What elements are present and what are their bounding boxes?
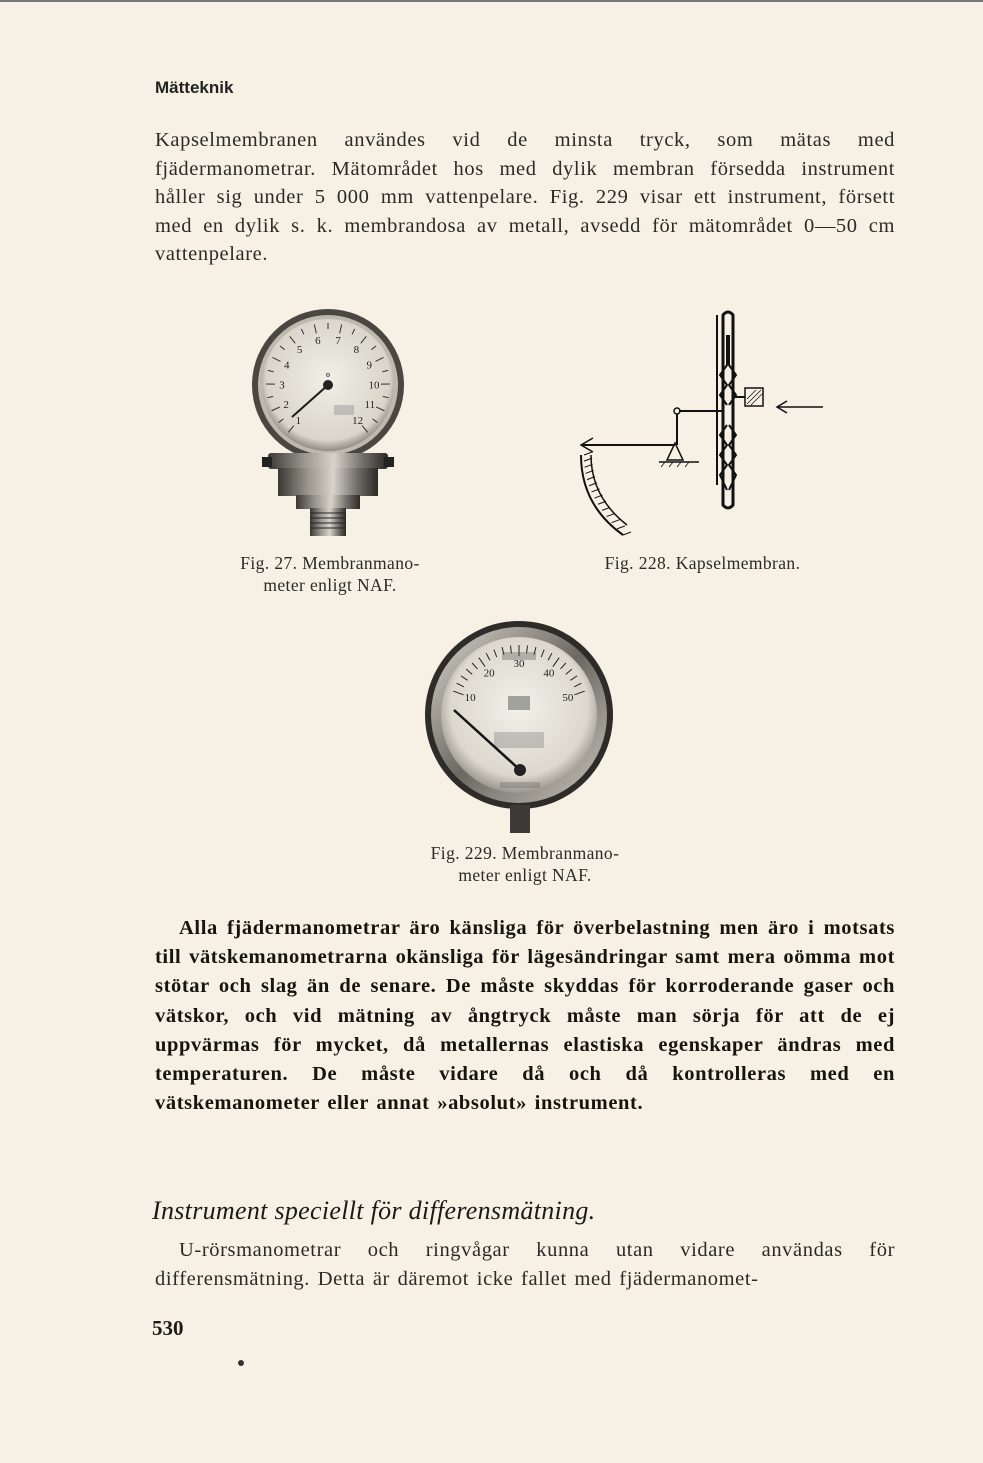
svg-text:⚙: ⚙ — [325, 373, 331, 379]
caption-fig-228: Fig. 228. Kapselmembran. — [604, 553, 801, 573]
figure-229-membrane-manometer — [422, 620, 617, 835]
paragraph-2: Alla fjädermanometrar äro känsliga för överbelastning men äro i motsats till vätskemanometrarna okänsliga för lägesändringar samt mera oömma mot stötar och slag än de senare. De måste skyddas för korroderande gaser och vätskor, och vid mätning av ångtryck måste man sörja för att de ej uppvärmas för mycket, då metallernas elastiska egenskaper ändras med temperaturen. De måste vidare då och då kontrolleras med en vätskemanometer eller annat »absolut» instrument. — [155, 917, 895, 1115]
section-heading: Instrument speciellt för differensmätning. — [152, 1196, 596, 1225]
gauge-threaded-stem — [310, 508, 346, 536]
caption-fig-229-line1: Fig. 229. Membranmano- — [430, 843, 620, 863]
fig228-scale-tick — [612, 520, 620, 523]
fig228-scale-tick — [617, 526, 625, 529]
fig229-dial-number: 40 — [543, 667, 555, 680]
top-border — [0, 0, 983, 2]
caption-fig-229-line2: meter enligt NAF. — [458, 865, 592, 885]
gauge-connector — [510, 805, 530, 833]
paragraph-3: U-rörsmanometrar och ringvågar kunna utan vidare användas för differensmätning. Detta är däremot icke fallet med fjädermanomet- — [155, 1239, 895, 1290]
ink-speck — [238, 1360, 244, 1366]
caption-fig-227 — [210, 552, 450, 596]
fig227-dial-number: 6 — [315, 335, 321, 348]
fig227-dial-number: 11 — [364, 399, 376, 412]
fig228-scale-tick — [584, 452, 592, 455]
running-head: Mätteknik — [155, 78, 234, 97]
fig227-dial-number: 8 — [353, 343, 360, 356]
page-number: 530 — [152, 1316, 184, 1340]
fig227-dial-number: 10 — [368, 379, 380, 392]
fig227-dial-number: 9 — [366, 359, 372, 372]
paragraph-1: Kapselmembranen användes vid de minsta tryck, som mätas med fjädermanometrar. Mätområdet hos med dylik membran försedda instrument håller sig under 5 000 mm vattenpelare. Fig. 229 visar ett instrument, försett med en dylik s. k. membrandosa av metall, avsedd för mätområdet 0—50 cm vattenpelare. — [155, 129, 895, 266]
figure-228-capsule-membrane-diagram — [575, 305, 835, 545]
fig227-dial-number: 5 — [296, 343, 303, 356]
fig227-dial-number: 2 — [283, 399, 289, 412]
fig228-scale-tick — [623, 532, 631, 535]
fig229-dial-number: 30 — [513, 658, 525, 670]
fig227-dial-number: 3 — [279, 379, 285, 392]
fig227-dial-number: 1 — [295, 415, 302, 428]
fig227-dial-number: 4 — [284, 359, 290, 372]
fig229-dial-number: 50 — [562, 692, 574, 705]
caption-fig-227-line2: meter enligt NAF. — [263, 575, 397, 595]
fig228-scale-tick — [607, 514, 615, 517]
fig228-scale-tick — [602, 507, 610, 510]
figure-227-membrane-manometer — [248, 305, 408, 540]
caption-fig-227-line1: Fig. 27. Membranmano- — [240, 553, 420, 573]
caption-fig-229 — [400, 842, 650, 886]
fig229-dial-number: 20 — [483, 667, 495, 680]
fig227-dial-number: 7 — [335, 335, 341, 348]
fig227-dial-number: 12 — [352, 415, 364, 428]
gauge-flange — [268, 453, 388, 469]
fig229-dial-number: 10 — [464, 692, 476, 705]
